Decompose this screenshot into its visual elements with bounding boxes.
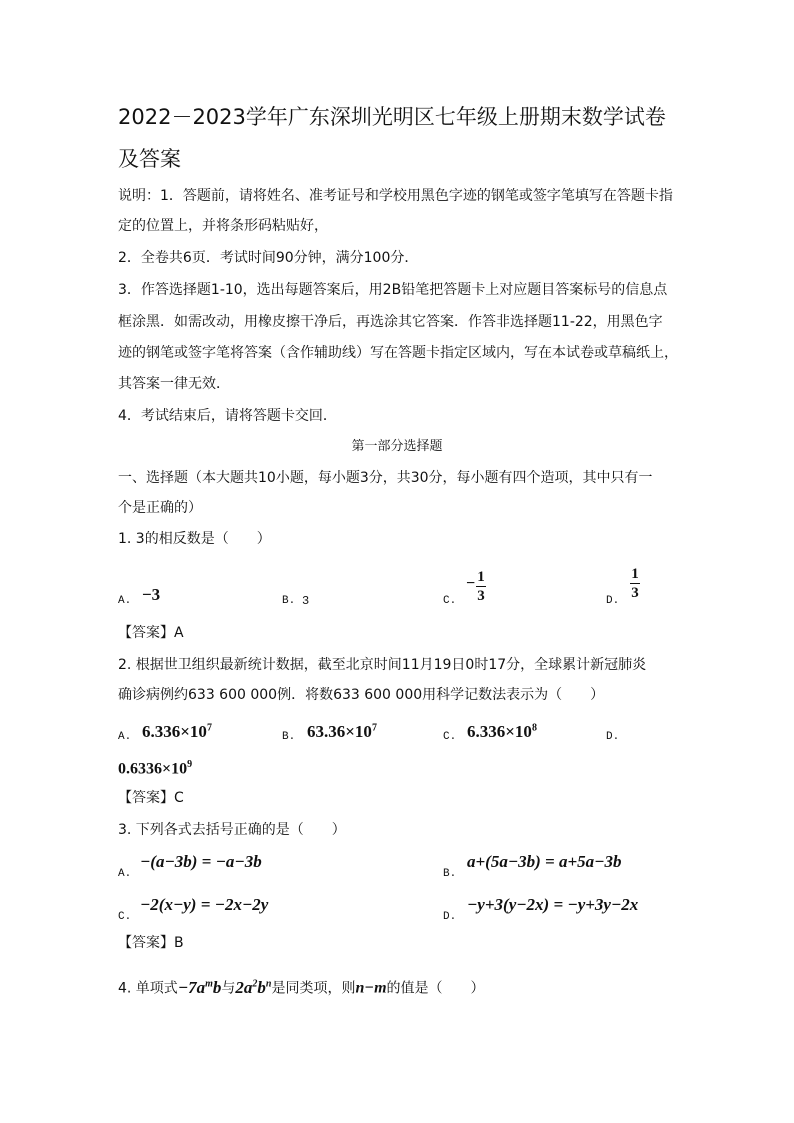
exponent: 7 xyxy=(371,722,377,734)
section-heading-line2: 个是正确的） xyxy=(118,500,202,516)
monomial-2 xyxy=(235,978,271,997)
option-d-math: −y+3(y−2x) = −y+3y−2x xyxy=(467,895,639,914)
variable: b xyxy=(212,977,222,997)
instruction-line: 3．作答选择题1-10，选出每题答案后，用2B铅笔把答题卡上对应题目答案标号的信息点 xyxy=(118,282,668,298)
question-2-stem-line2: 确诊病例约633 600 000例．将数633 600 000用科学记数法表示为（ ） xyxy=(118,687,605,703)
fraction-bar xyxy=(476,586,486,587)
option-d-math xyxy=(118,759,192,778)
variable: b xyxy=(257,977,266,997)
instruction-line: 其答案一律无效． xyxy=(118,376,230,392)
option-label: C. xyxy=(443,595,457,607)
expression: n−m xyxy=(355,979,387,997)
option-label: B. xyxy=(282,731,296,743)
document-title-line2: 及答案 xyxy=(118,147,181,171)
option-label: D. xyxy=(606,595,620,607)
option-label: C. xyxy=(118,911,132,923)
option-label: D. xyxy=(443,911,457,923)
exponent: n xyxy=(265,978,272,989)
option-a-math: −(a−3b) = −a−3b xyxy=(140,852,262,871)
mantissa: 6.336×10 xyxy=(142,722,207,741)
option-label: A. xyxy=(118,868,132,880)
option-label: A. xyxy=(118,595,132,607)
exponent: 7 xyxy=(206,722,212,734)
instruction-line: 定的位置上，并将条形码粘贴好， xyxy=(118,218,328,234)
option-a-math xyxy=(142,722,212,742)
instruction-line: 2．全卷共6页．考试时间90分钟，满分100分． xyxy=(118,250,419,266)
option-label: B. xyxy=(443,868,457,880)
mantissa: 6.336×10 xyxy=(467,722,532,741)
question-4-stem xyxy=(118,975,485,998)
option-c-fraction xyxy=(476,569,486,604)
question-2-stem-line1: 2. 根据世卫组织最新统计数据，截至北京时间11月19日0时17分，全球累计新冠肺炎 xyxy=(118,657,647,673)
stem-text: 4. 单项式 xyxy=(118,980,178,997)
numerator: 1 xyxy=(477,569,485,585)
option-b-math: a+(5a−3b) = a+5a−3b xyxy=(467,852,622,871)
exponent: 9 xyxy=(187,759,193,770)
option-b-math xyxy=(307,722,377,742)
coef-base: 2a xyxy=(235,977,253,997)
denominator: 3 xyxy=(477,588,485,604)
exponent: 2 xyxy=(252,978,258,989)
stem-text: 与 xyxy=(221,980,236,997)
option-a-math: −3 xyxy=(142,585,161,604)
part-heading: 第一部分选择题 xyxy=(351,439,443,454)
option-label: D. xyxy=(606,731,620,743)
instruction-line: 迹的钢笔或签字笔将答案（含作辅助线）写在答题卡指定区域内，写在本试卷或草稿纸上， xyxy=(118,345,678,361)
exponent: m xyxy=(205,978,213,989)
instruction-line: 4．考试结束后，请将答题卡交回． xyxy=(118,408,337,424)
option-d-fraction xyxy=(630,566,640,601)
monomial-1 xyxy=(178,978,222,997)
fraction-bar xyxy=(630,583,640,584)
question-3-answer: 【答案】B xyxy=(118,935,184,951)
stem-text: 是同类项，则 xyxy=(271,980,356,997)
option-b-value: 3 xyxy=(302,594,310,608)
numerator: 1 xyxy=(631,566,639,582)
question-3-stem: 3. 下列各式去括号正确的是（ ） xyxy=(118,822,346,838)
option-c-math: −2(x−y) = −2x−2y xyxy=(140,895,269,914)
option-label: C. xyxy=(443,731,457,743)
document-title-line1: 2022－2023学年广东深圳光明区七年级上册期末数学试卷 xyxy=(118,105,666,129)
mantissa: 63.36×10 xyxy=(307,722,372,741)
option-label: A. xyxy=(118,731,132,743)
mantissa: 0.6336×10 xyxy=(118,760,188,778)
question-1-answer: 【答案】A xyxy=(118,625,184,641)
question-1-stem: 1. 3的相反数是（ ） xyxy=(118,531,271,547)
coef-base: −7a xyxy=(177,977,206,997)
question-2-answer: 【答案】C xyxy=(118,790,184,806)
option-c-minus-sign: − xyxy=(466,575,476,592)
instruction-line: 框涂黑．如需改动，用橡皮擦干净后，再选涂其它答案．作答非选择题11-22，用黑色字 xyxy=(118,314,663,330)
option-c-math xyxy=(467,722,537,742)
denominator: 3 xyxy=(631,585,639,601)
option-label: B. xyxy=(282,595,296,607)
instruction-line: 说明：1．答题前，请将姓名、准考证号和学校用黑色字迹的钢笔或签字笔填写在答题卡指 xyxy=(118,188,673,204)
section-heading-line1: 一、选择题（本大题共10小题，每小题3分，共30分，每小题有四个造项，其中只有一 xyxy=(118,470,653,486)
exponent: 8 xyxy=(531,722,537,734)
stem-text: 的值是（ ） xyxy=(386,980,485,997)
